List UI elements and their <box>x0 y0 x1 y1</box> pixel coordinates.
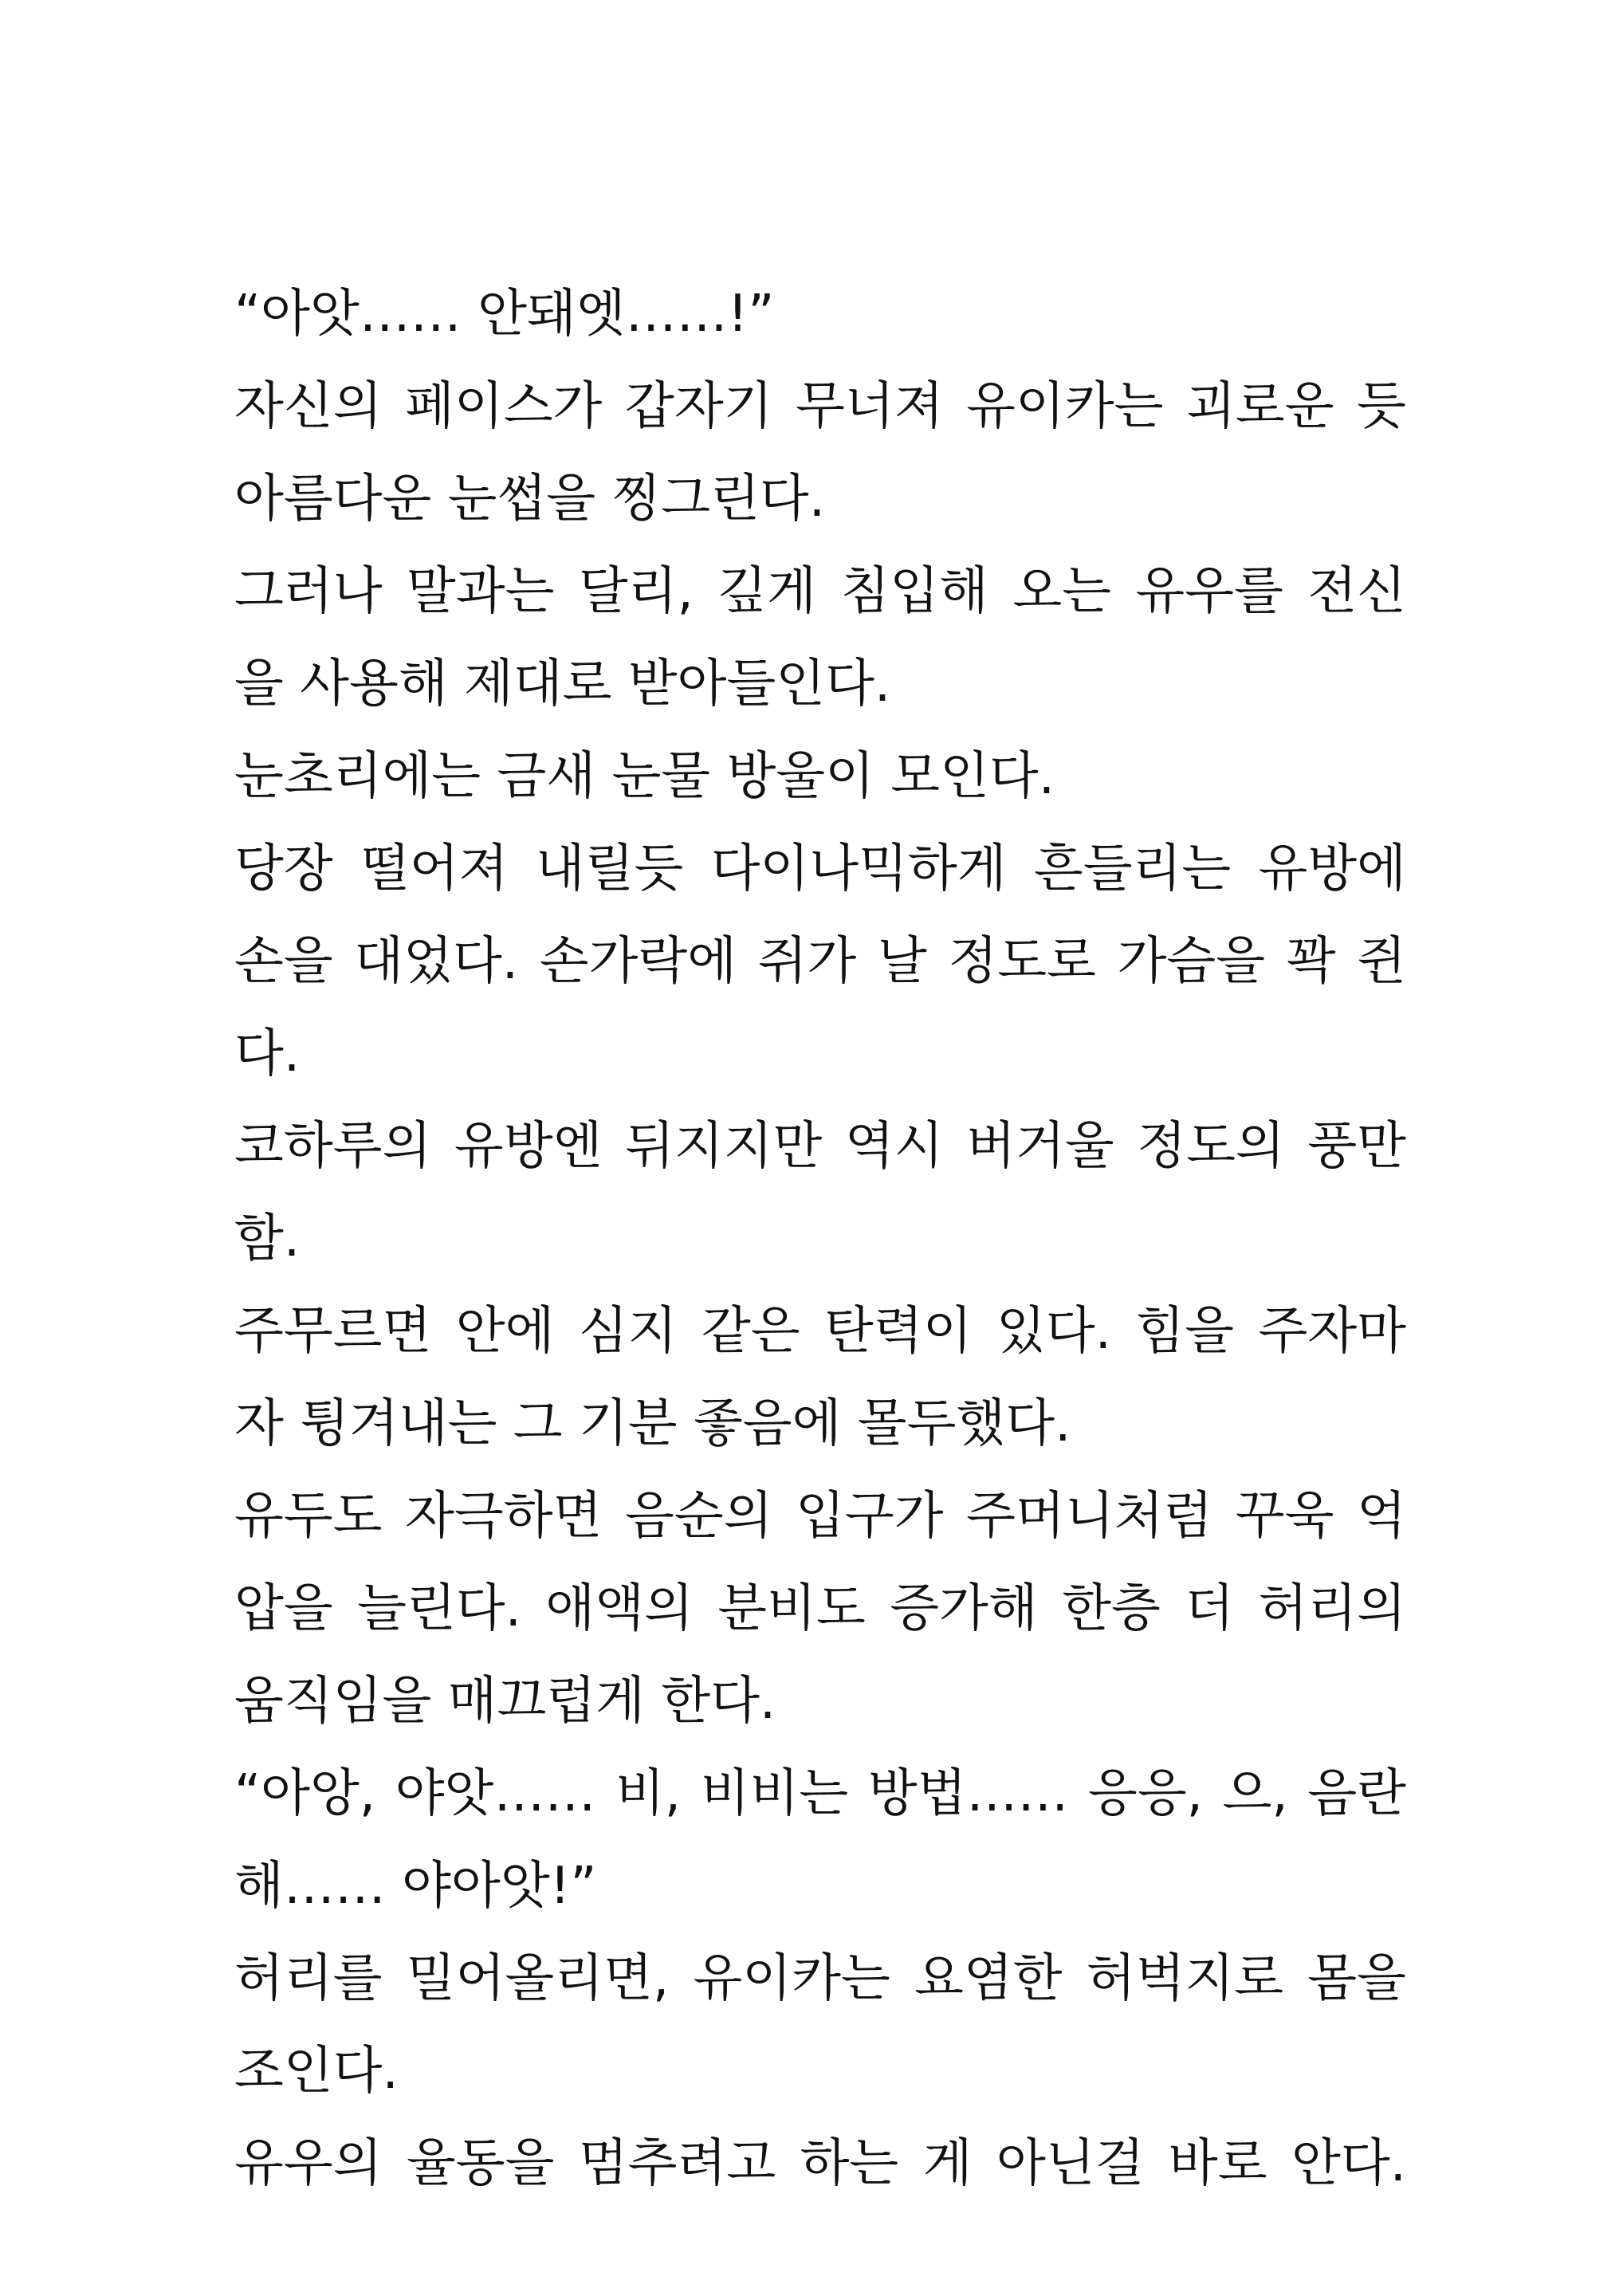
text-line: 을 사용해 제대로 받아들인다. <box>234 655 891 714</box>
text-line: 눈초리에는 금새 눈물 방울이 모인다. <box>234 747 1055 806</box>
text-line: “아앙, 야앗…… 비, 비비는 방법…… 응응, 으, 음란 <box>234 1764 1406 1823</box>
text-line: “아앗…… 안돼엣……!” <box>234 285 775 344</box>
text-line: 움직임을 매끄럽게 한다. <box>234 1672 776 1731</box>
text-line: 주무르면 안에 심지 같은 탄력이 있다. 힘을 주자마 <box>234 1302 1406 1361</box>
text-line: 아름다운 눈썹을 찡그린다. <box>234 470 826 529</box>
text-line: 당장 떨어져 내릴듯 다이나믹하게 흔들리는 유방에 <box>234 839 1406 898</box>
text-line: 해…… 야아앗!” <box>234 1857 597 1916</box>
text-line: 함. <box>234 1209 301 1268</box>
text-line: 그러나 말과는 달리, 깊게 침입해 오는 유우를 전신 <box>234 562 1406 621</box>
text-line: 코하루의 유방엔 뒤지지만 역시 버거울 정도의 풍만 <box>234 1117 1406 1176</box>
text-line: 손을 대었다. 손가락에 쥐가 날 정도로 가슴을 꽉 쥔 <box>234 932 1406 991</box>
text-line: 압을 늘린다. 애액의 분비도 증가해 한층 더 허리의 <box>234 1579 1406 1638</box>
text-line: 유우의 율동을 멈추려고 하는 게 아닌걸 바로 안다. <box>234 2134 1406 2193</box>
text-line: 조인다. <box>234 2042 399 2101</box>
text-line: 허리를 밀어올리면, 유이카는 요염한 허벅지로 몸을 <box>234 1949 1406 2008</box>
text-line: 다. <box>234 1024 301 1083</box>
text-line: 자신의 페이스가 갑자기 무너져 유이카는 괴로운 듯 <box>234 377 1406 436</box>
body-text <box>234 268 1406 2210</box>
text-line: 유두도 자극하면 음순의 입구가 주머니처럼 꾸욱 억 <box>234 1487 1406 1546</box>
text-line: 자 튕겨내는 그 기분 좋음에 몰두했다. <box>234 1394 1071 1453</box>
